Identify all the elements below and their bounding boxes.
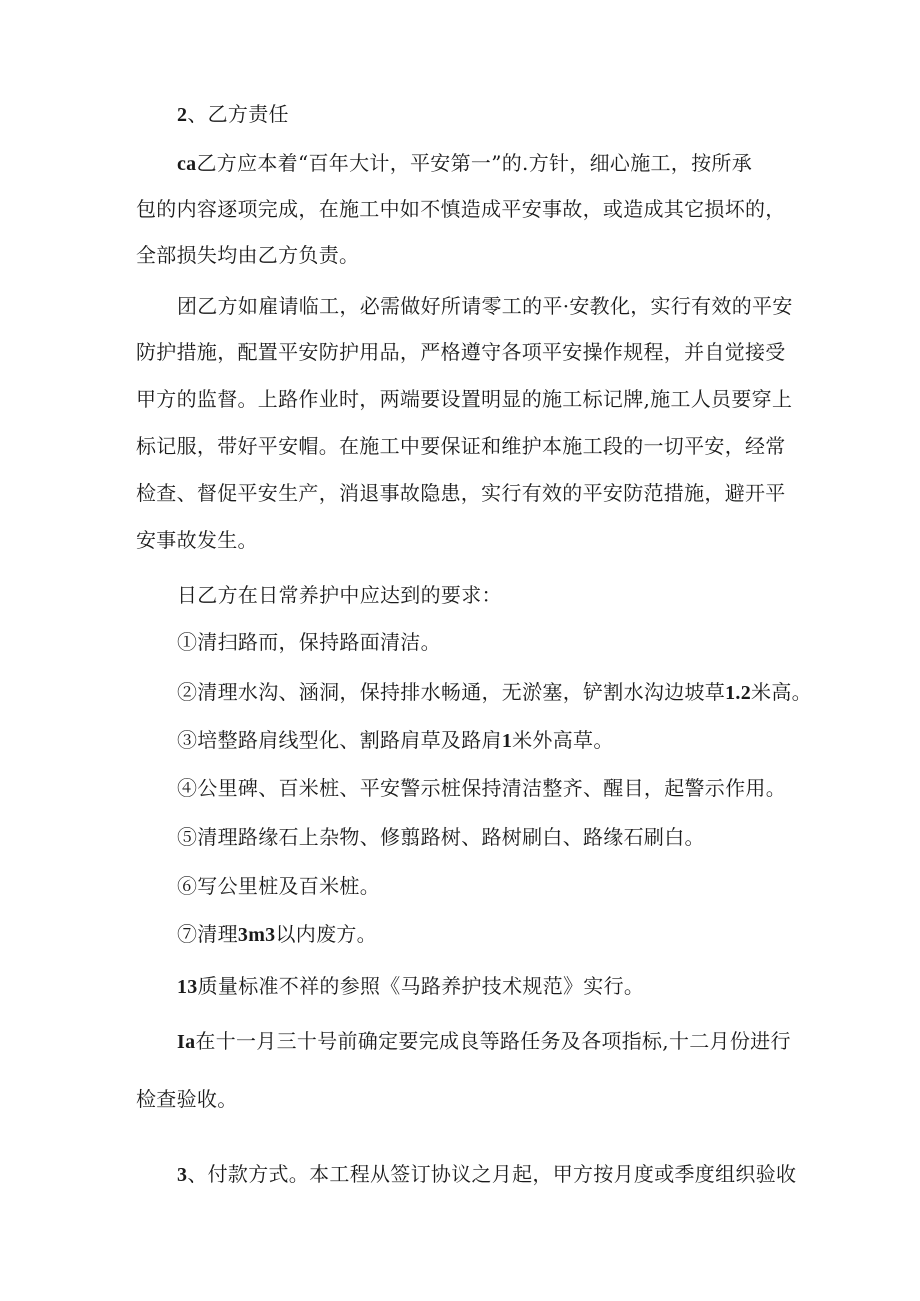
paragraph-marker: ca: [177, 153, 197, 175]
paragraph-line: 13质量标准不祥的参照《马路养护技术规范》实行。: [177, 974, 645, 998]
paragraph-line: 包的内容逐项完成，在施工中如不慎造成平安事故，或造成其它损坏的，: [136, 197, 786, 221]
paragraph-line: 安事故发生。: [136, 528, 258, 552]
section-title: 、乙方责任: [187, 102, 289, 126]
paragraph-line: Ia在十一月三十号前确定要完成良等路任务及各项指标,十二月份进行: [177, 1029, 791, 1053]
paragraph-line: 全部损失均由乙方负责。: [136, 243, 360, 267]
paragraph-line: 标记服，带好平安帽。在施工中要保证和维护本施工段的一切平安，经常: [136, 434, 786, 458]
section-number: 2: [177, 104, 188, 126]
paragraph-line: ca乙方应本着“百年大计，平安第一”的.方针，细心施工，按所承: [177, 151, 752, 175]
section-3-heading: 3、付款方式。本工程从签订协议之月起，甲方按月度或季度组织验收: [177, 1162, 797, 1186]
paragraph-marker: 13: [177, 976, 198, 998]
paragraph-line: 团乙方如雇请临工，必需做好所请零工的平·安教化，实行有效的平安: [177, 294, 793, 318]
paragraph-marker: Ia: [177, 1031, 196, 1053]
list-item: ①清扫路而，保持路面清洁。: [177, 630, 441, 654]
section-number: 3: [177, 1164, 188, 1186]
list-item: ②清理水沟、涵洞，保持排水畅通，无淤塞，铲割水沟边坡草1.2米高。: [177, 680, 812, 704]
paragraph-line: 日乙方在日常养护中应达到的要求：: [177, 583, 502, 607]
list-item: ③培整路肩线型化、割路肩草及路肩1米外高草。: [177, 728, 614, 752]
section-2-heading: [177, 100, 289, 129]
paragraph-line: 检查验收。: [136, 1087, 238, 1111]
paragraph-line: 检查、督促平安生产，消退事故隐患，实行有效的平安防范措施，避开平: [136, 481, 786, 505]
list-item: ⑤清理路缘石上杂物、修翦路树、路树刷白、路缘石刷白。: [177, 825, 705, 849]
paragraph-line: 甲方的监督。上路作业时，两端要设置明显的施工标记牌,施工人员要穿上: [136, 387, 793, 411]
paragraph-line: 防护措施，配置平安防护用品，严格遵守各项平安操作规程，并自觉接受: [136, 340, 786, 364]
list-item: ⑦清理3m3以内废方。: [177, 922, 377, 946]
list-item: ⑥写公里桩及百米桩。: [177, 874, 380, 898]
list-item: ④公里碑、百米桩、平安警示桩保持清洁整齐、醒目，起警示作用。: [177, 776, 786, 800]
